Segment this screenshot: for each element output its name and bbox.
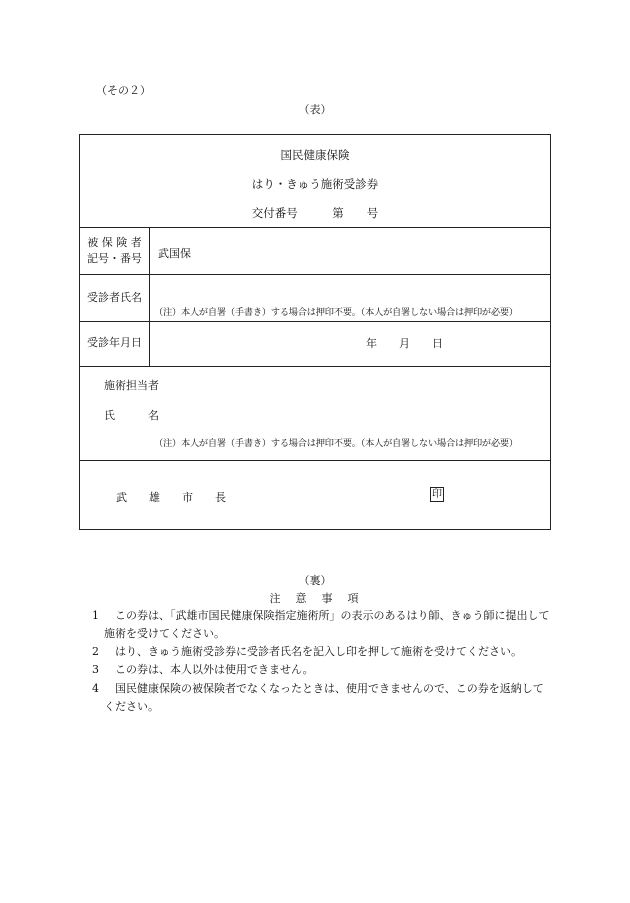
notice-number: 4 — [92, 682, 99, 695]
divider — [80, 460, 550, 461]
notice-text: この券は、「武雄市国民健康保険指定施術所」の表示のあるはり師、きゅう師に提出して施術を受けてください。 — [104, 609, 550, 640]
mayor-label: 武 雄 市 長 — [116, 491, 226, 504]
label-column-divider — [149, 227, 150, 366]
practitioner-label: 施術担当者 — [104, 379, 159, 392]
divider — [80, 366, 550, 367]
visit-date-label: 受診年月日 — [87, 336, 142, 349]
notice-number: 2 — [92, 645, 99, 658]
notice-title: 注 意 事 項 — [269, 592, 361, 605]
divider — [80, 227, 550, 228]
seal-box: 印 — [432, 489, 442, 500]
practitioner-signature-note: （注）本人が自署（手書き）する場合は押印不要。（本人が自署しない場合は押印が必要） — [154, 438, 518, 449]
divider — [80, 274, 550, 275]
notice-item — [92, 607, 552, 643]
notice-number: 3 — [92, 663, 99, 676]
insured-number-label-2: 記号・番号 — [87, 252, 142, 265]
insured-number-value: 武国保 — [158, 247, 191, 260]
back-side-label: （裏） — [298, 574, 332, 587]
voucher-card — [79, 134, 551, 530]
patient-name-label: 受診者氏名 — [87, 291, 142, 304]
card-title: 国民健康保険 — [280, 148, 350, 162]
notice-number: 1 — [92, 609, 99, 622]
card-subtitle: はり・きゅう施術受診券 — [251, 177, 379, 191]
patient-signature-note: （注）本人が自署（手書き）する場合は押印不要。（本人が自署しない場合は押印が必要） — [154, 307, 518, 318]
notice-item — [92, 680, 552, 716]
notice-text: はり、きゅう施術受診券に受診者氏名を記入し印を押して施術を受けてください。 — [104, 645, 522, 658]
insured-number-label-1: 被 保 険 者 — [87, 236, 142, 249]
notice-text: 国民健康保険の被保険者でなくなったときは、使用できませんので、この券を返納してください。 — [104, 682, 544, 713]
divider — [80, 321, 550, 322]
practitioner-name-label: 氏 名 — [104, 409, 159, 422]
notice-text: この券は、本人以外は使用できません。 — [104, 663, 314, 676]
notice-item — [92, 661, 552, 679]
front-side-label: （表） — [298, 103, 332, 116]
issue-number-line: 交付番号 第 号 — [251, 206, 379, 220]
visit-date-value: 年 月 日 — [366, 337, 443, 350]
notice-item — [92, 643, 552, 661]
page-label: （その２） — [96, 84, 151, 97]
